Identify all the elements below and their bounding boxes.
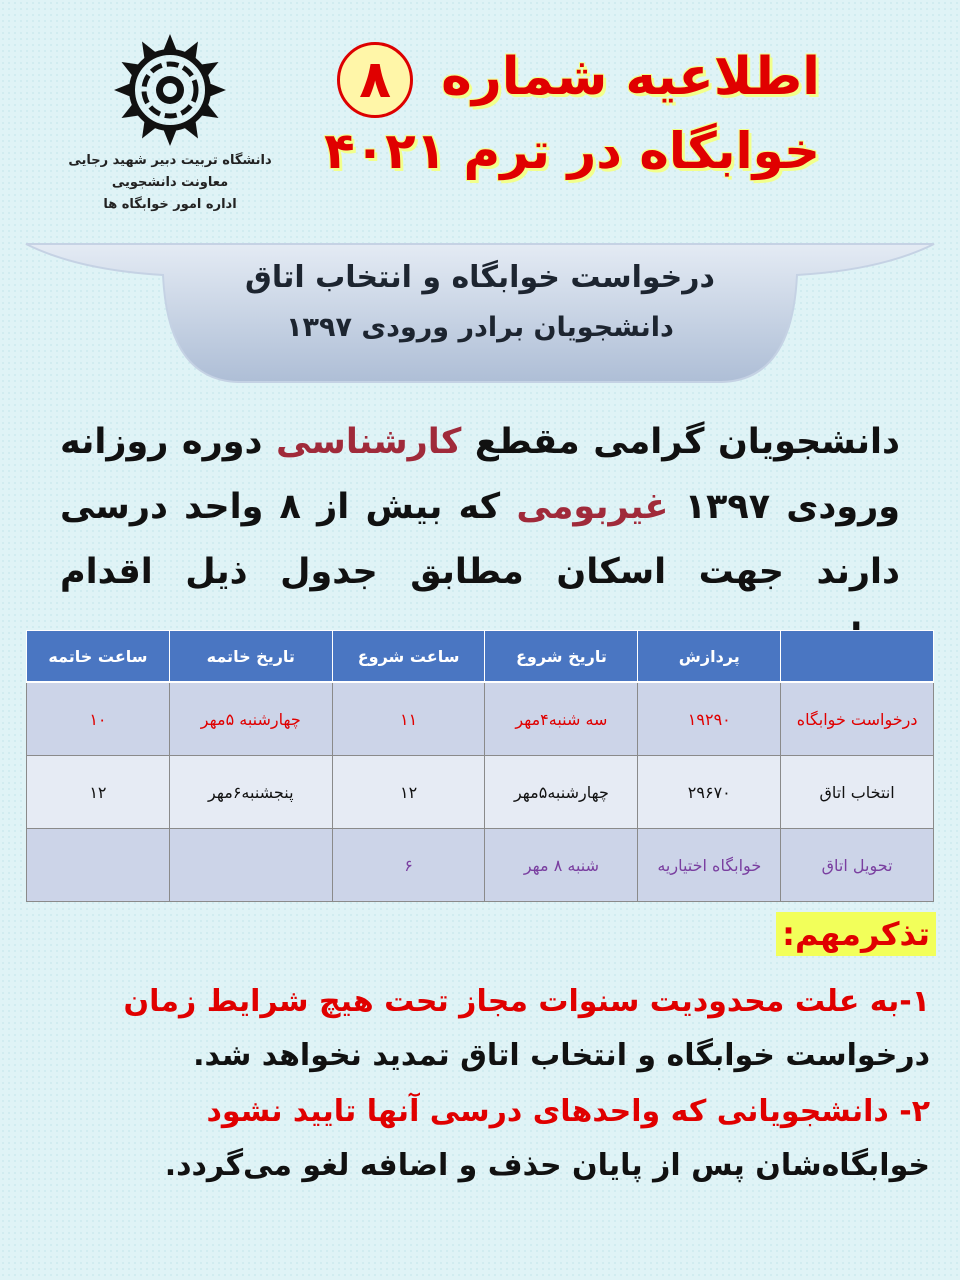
highlight-nonlocal: غیربومی [516, 487, 669, 527]
table-header: پردازش [638, 631, 781, 683]
table-cell: پنجشنبه۶مهر [169, 756, 332, 829]
table-cell: سه شنبه۴مهر [485, 682, 638, 756]
table-header: ساعت خاتمه [27, 631, 170, 683]
org-name-line1: دانشگاه تربیت دبیر شهید رجایی [68, 153, 272, 168]
note-item-2-line1: ۲- دانشجویانی که واحدهای درسی آنها تایید نشود [206, 1094, 930, 1129]
table-cell: ۱۱ [332, 682, 485, 756]
paragraph-part3: که بیش از ۸ واحد درسی دارند جهت اسکان مطابق جدول ذیل اقدام [60, 487, 900, 592]
table-cell: شنبه ۸ مهر [485, 829, 638, 902]
highlight-degree: کارشناسی [275, 422, 462, 462]
table-header: ساعت شروع [332, 631, 485, 683]
table-header-row [27, 631, 934, 683]
paragraph-part1: دانشجویان گرامی مقطع [461, 422, 900, 462]
table-cell: ۱۲ [27, 756, 170, 829]
note-item-2 [60, 1085, 930, 1193]
table-cell: انتخاب اتاق [781, 756, 934, 829]
table-header: تاریخ خاتمه [169, 631, 332, 683]
table-row [27, 682, 934, 756]
table-cell [27, 829, 170, 902]
banner-line2: دانشجویان برادر ورودی ۱۳۹۷ [286, 312, 674, 343]
table-cell: تحویل اتاق [781, 829, 934, 902]
university-logo-icon [105, 30, 235, 150]
table-header: تاریخ شروع [485, 631, 638, 683]
note-item-2-line2: خوابگاه‌شان پس از پایان حذف و اضافه لغو می‌گردد. [164, 1148, 930, 1183]
announcement-title [337, 42, 820, 118]
announcement-subtitle: خوابگاه در ترم ۴۰۲۱ [324, 122, 820, 180]
university-logo-block [40, 30, 300, 216]
table-cell: ۶ [332, 829, 485, 902]
table-cell: ۱۰ [27, 682, 170, 756]
table-cell: ۲۹۶۷۰ [638, 756, 781, 829]
banner-line1: درخواست خوابگاه و انتخاب اتاق [245, 260, 715, 295]
note-item-1 [60, 975, 930, 1083]
org-name-line2: معاونت دانشجویی [111, 175, 229, 190]
org-name-line3: اداره امور خوابگاه ها [103, 197, 237, 212]
table-cell: خوابگاه اختیاریه [638, 829, 781, 902]
table-row [27, 756, 934, 829]
table-cell: چهارشنبه۵مهر [485, 756, 638, 829]
table-cell [169, 829, 332, 902]
table-cell: ۱۲ [332, 756, 485, 829]
title-text: اطلاعیه شماره [441, 47, 820, 107]
note-item-1-line2: درخواست خوابگاه و انتخاب اتاق تمدید نخواهد شد. [193, 1038, 930, 1073]
announcement-number-badge: ۸ [337, 42, 413, 118]
schedule-table [26, 630, 934, 902]
table-cell: درخواست خوابگاه [781, 682, 934, 756]
paragraph-part2: دوره روزانه ورودی ۱۳۹۷ [60, 422, 901, 527]
table-cell: ۱۹۲۹۰ [638, 682, 781, 756]
important-note-title: تذکرمهم: [776, 912, 936, 956]
table-cell: چهارشنبه ۵مهر [169, 682, 332, 756]
note-item-1-line1: ۱-به علت محدودیت سنوات مجاز تحت هیچ شرایط زمان [123, 984, 930, 1019]
table-row [27, 829, 934, 902]
table-header [781, 631, 934, 683]
